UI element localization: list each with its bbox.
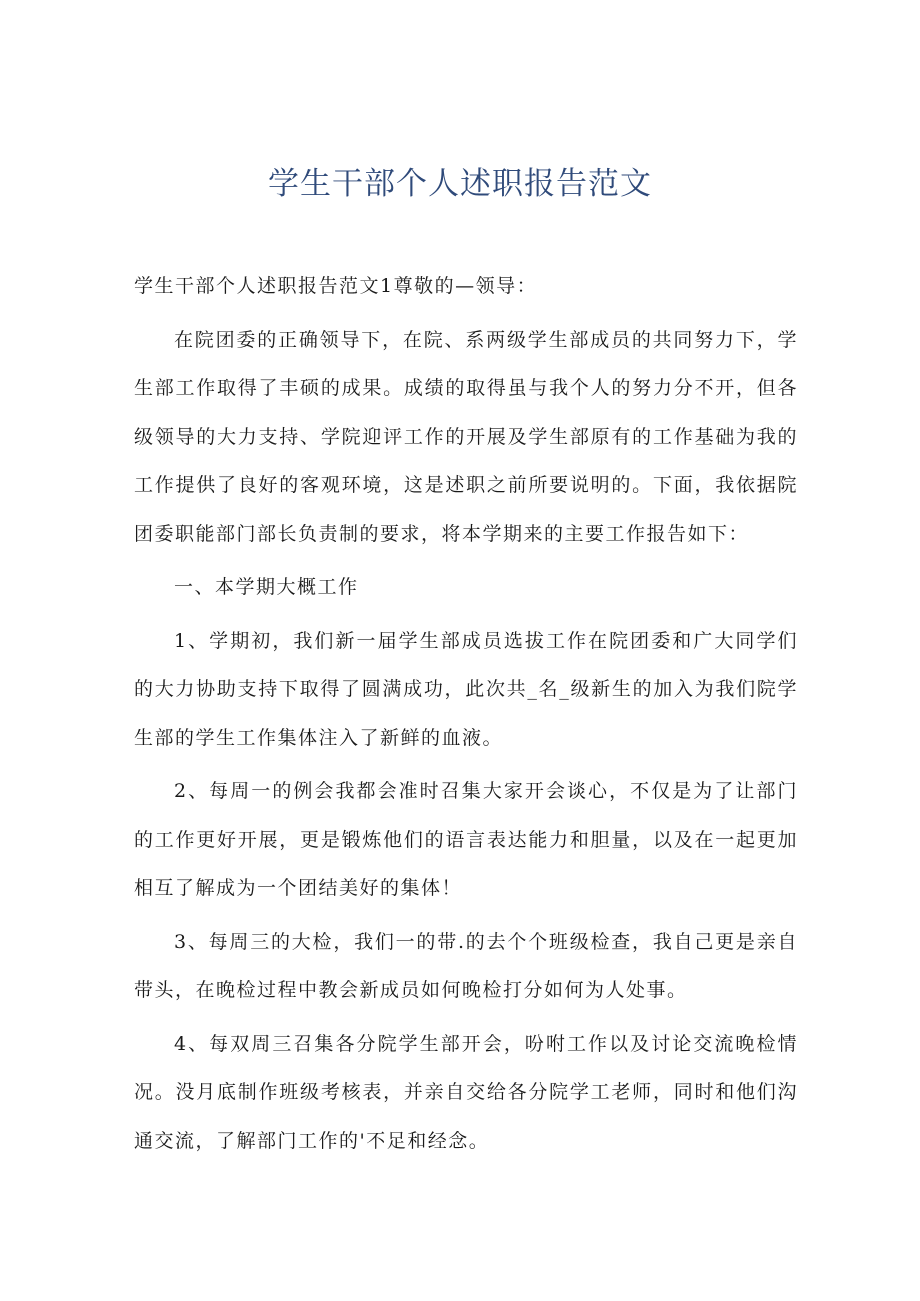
intro-paragraph: 在院团委的正确领导下，在院、系两级学生部成员的共同努力下，学生部工作取得了丰硕的成果。成绩的取得虽与我个人的努力分不开，但各级领导的大力支持、学院迎评工作的开展及学生部原有的工作基础为我的工作提供了良好的客观环境，这是述职之前所要说明的。下面，我依据院团委职能部门部长负责制的要求，将本学期来的主要工作报告如下：	[134, 328, 798, 545]
document-body	[134, 262, 798, 1170]
body-paragraph: 4、每双周三召集各分院学生部开会，吩咐工作以及讨论交流晚检情况。没月底制作班级考核表，并亲自交给各分院学工老师，同时和他们沟通交流，了解部门工作的'不足和经念。	[134, 1032, 798, 1152]
body-paragraph: 3、每周三的大检，我们一的带.的去个个班级检查，我自己更是亲自带头，在晚检过程中教会新成员如何晚检打分如何为人处事。	[134, 930, 798, 1001]
salutation-paragraph: 学生干部个人述职报告范文1尊敬的—领导：	[134, 275, 538, 297]
document-title: 学生干部个人述职报告范文	[268, 166, 652, 202]
section-heading: 一、本学期大概工作	[174, 576, 359, 598]
body-paragraph: 1、学期初，我们新一届学生部成员选拔工作在院团委和广大同学们的大力协助支持下取得了圆满成功，此次共_名_级新生的加入为我们院学生部的学生工作集体注入了新鲜的血液。	[134, 629, 798, 749]
body-paragraph: 2、每周一的例会我都会准时召集大家开会谈心，不仅是为了让部门的工作更好开展，更是锻炼他们的语言表达能力和胆量，以及在一起更加相互了解成为一个团结美好的集体！	[134, 780, 798, 899]
